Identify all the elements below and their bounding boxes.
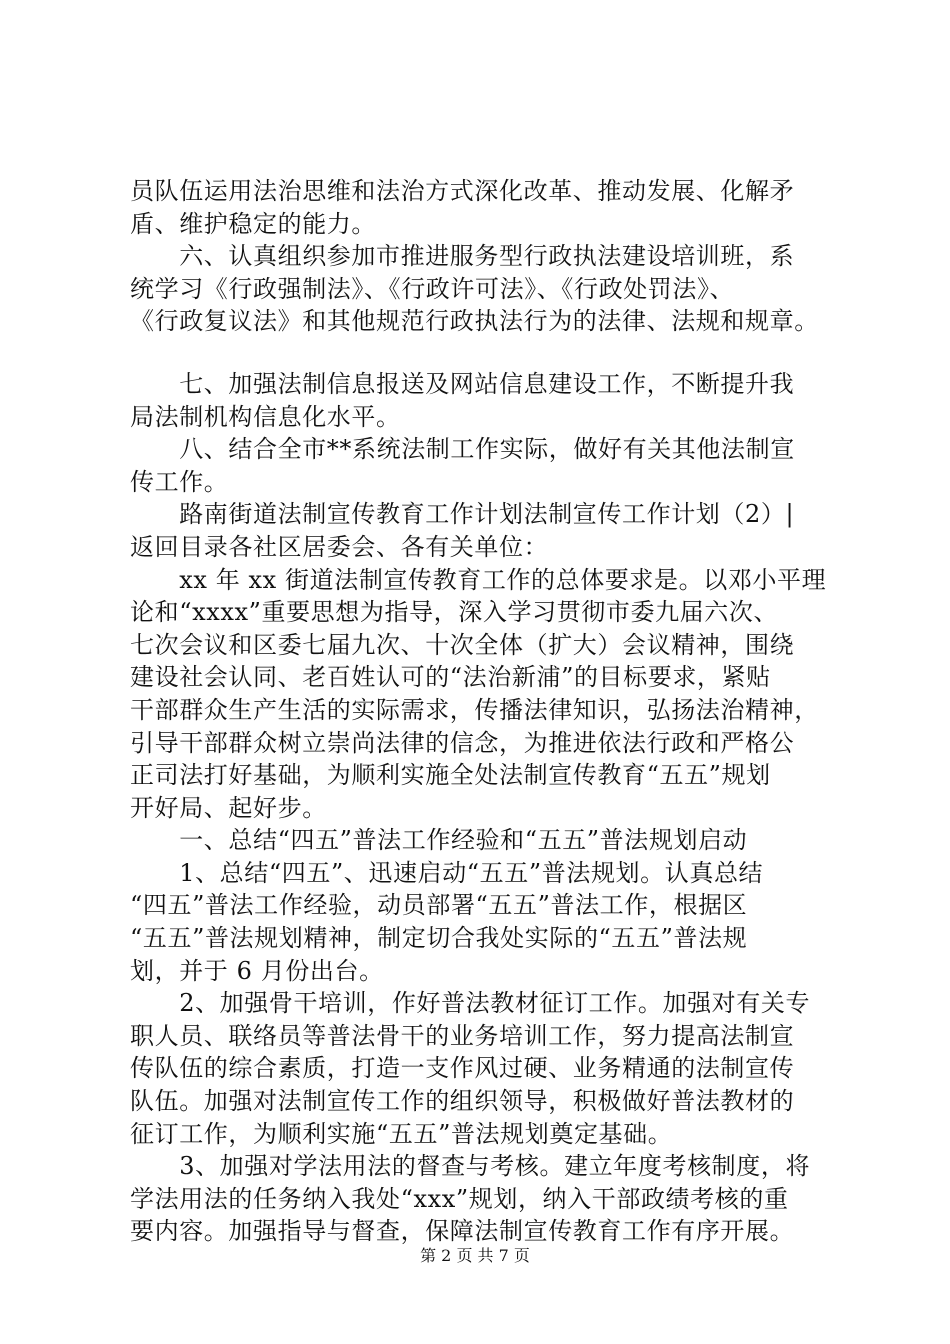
text-line: 八、结合全市**系统法制工作实际，做好有关其他法制宣	[130, 435, 795, 464]
text-line: 局法制机构信息化水平。	[130, 402, 401, 431]
text-line: “五五”普法规划精神，制定切合我处实际的“五五”普法规	[130, 924, 748, 953]
text-line: 统学习《行政强制法》、《行政许可法》、《行政处罚法》、	[130, 274, 735, 303]
text-line: 论和“xxxx”重要思想为指导，深入学习贯彻市委九届六次、	[130, 598, 779, 627]
paragraph-gap	[130, 338, 830, 368]
text-line: 正司法打好基础，为顺利实施全处法制宣传教育“五五”规划	[130, 761, 771, 790]
text-line: 传工作。	[130, 467, 229, 496]
text-line: 传队伍的综合素质，打造一支作风过硬、业务精通的法制宣传	[130, 1054, 795, 1083]
text-line: 返回目录各社区居委会、各有关单位：	[130, 532, 549, 561]
text-line: 七、加强法制信息报送及网站信息建设工作，不断提升我	[130, 369, 795, 398]
text-line: 七次会议和区委七届九次、十次全体（扩大）会议精神，围绕	[130, 630, 795, 659]
text-line: 《行政复议法》和其他规范行政执法行为的法律、法规和规章。	[130, 307, 819, 336]
text-line: 一、总结“四五”普法工作经验和“五五”普法规划启动	[130, 826, 748, 855]
text-line: 2、加强骨干培训，作好普法教材征订工作。加强对有关专	[130, 989, 811, 1018]
text-line: 建设社会认同、老百姓认可的“法治新浦”的目标要求，紧贴	[130, 663, 771, 692]
text-line: 学法用法的任务纳入我处“xxx”规划，纳入干部政绩考核的重	[130, 1184, 789, 1213]
text-line: 开好局、起好步。	[130, 793, 327, 822]
page-number-footer: 第 2 页 共 7 页	[420, 1246, 530, 1265]
text-line: 划，并于 6 月份出台。	[130, 956, 384, 985]
text-line: “四五”普法工作经验，动员部署“五五”普法工作，根据区	[130, 891, 748, 920]
text-line: 3、加强对学法用法的督查与考核。建立年度考核制度，将	[130, 1152, 811, 1181]
document-body	[130, 175, 830, 1248]
text-line: 征订工作，为顺利实施“五五”普法规划奠定基础。	[130, 1119, 673, 1148]
text-line: 职人员、联络员等普法骨干的业务培训工作，努力提高法制宣	[130, 1021, 795, 1050]
text-line: 队伍。加强对法制宣传工作的组织领导，积极做好普法教材的	[130, 1087, 795, 1116]
text-line: 要内容。加强指导与督查，保障法制宣传教育工作有序开展。	[130, 1217, 795, 1246]
text-line: xx 年 xx 街道法制宣传教育工作的总体要求是。以邓小平理	[130, 565, 827, 594]
text-line: 员队伍运用法治思维和法治方式深化改革、推动发展、化解矛	[130, 177, 795, 205]
text-line: 盾、维护稳定的能力。	[130, 209, 376, 238]
text-line: 引导干部群众树立崇尚法律的信念，为推进依法行政和严格公	[130, 728, 795, 757]
text-line: 六、认真组织参加市推进服务型行政执法建设培训班，系	[130, 242, 795, 271]
text-line: 干部群众生产生活的实际需求，传播法律知识，弘扬法治精神，	[130, 695, 819, 724]
text-line: 1、总结“四五”、迅速启动“五五”普法规划。认真总结	[130, 858, 764, 887]
text-line: 路南街道法制宣传教育工作计划法制宣传工作计划（2）|	[130, 500, 795, 529]
